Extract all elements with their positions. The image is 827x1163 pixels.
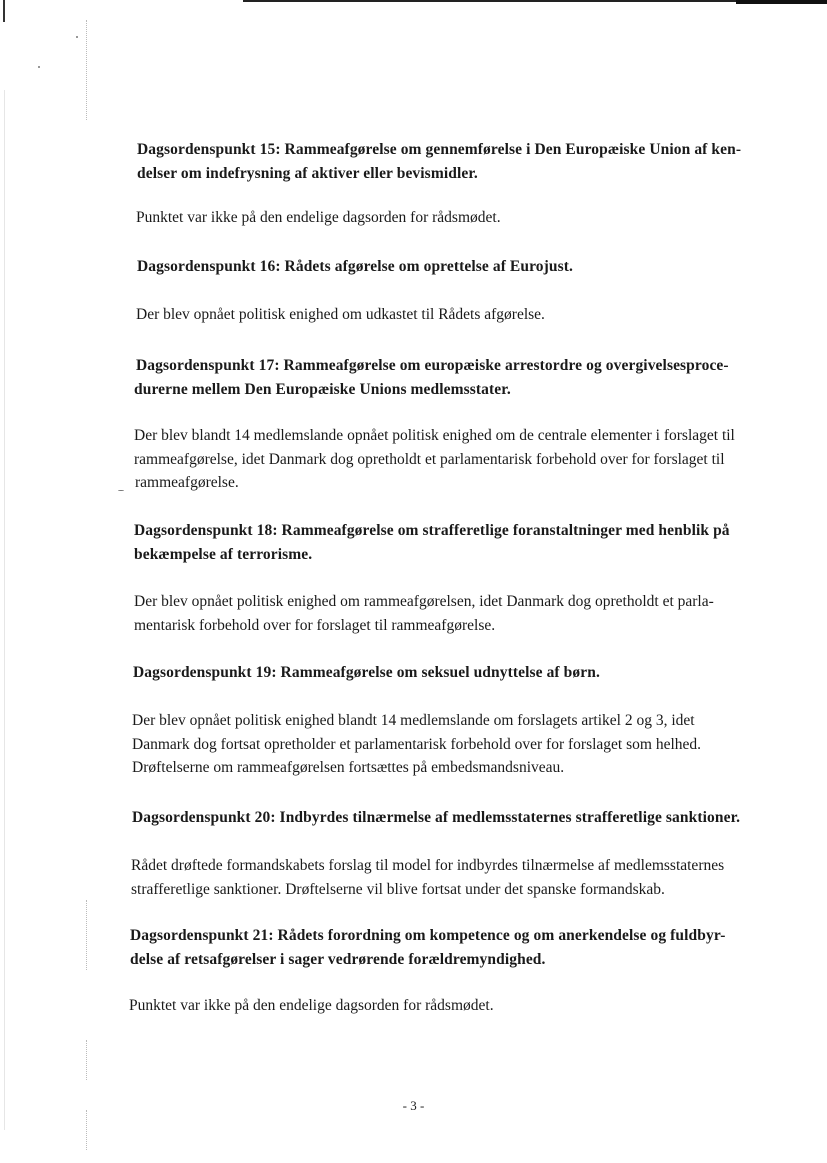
scan-dots <box>86 20 89 120</box>
section-body-line: Der blev opnået politisk enighed om udkastet til Rådets afgørelse. <box>136 306 545 323</box>
scan-left-mark <box>3 0 5 22</box>
section-body-line: rammeafgørelse. <box>135 474 239 491</box>
section-heading-line: Dagsordenspunkt 20: Indbyrdes tilnærmelse af medlemsstaternes strafferetlige sanktioner. <box>132 809 741 826</box>
scan-dots <box>86 900 89 970</box>
section-heading-line: bekæmpelse af terrorisme. <box>134 546 313 563</box>
section-heading-line: delse af retsafgørelser i sager vedrørende forældremyndighed. <box>130 951 546 968</box>
section-heading-line: Dagsordenspunkt 15: Rammeafgørelse om gennemførelse i Den Europæiske Union af ken- <box>137 141 742 158</box>
page-number: - 3 - <box>402 1098 425 1113</box>
section-body-line: Danmark dog fortsat opretholder et parlamentarisk forbehold over for forslaget som helhed. <box>132 735 702 753</box>
section-body-line: Punktet var ikke på den endelige dagsorden for rådsmødet. <box>136 209 501 226</box>
scan-speck <box>118 490 124 491</box>
section-body-line: mentarisk forbehold over for forslaget til rammeafgørelse. <box>134 616 496 634</box>
scan-left-edge <box>4 90 5 1130</box>
section-body-line: rammeafgørelse, idet Danmark dog opretholdt et parlamentarisk forbehold over for forslaget til <box>134 450 725 468</box>
section-heading-line: delser om indefrysning af aktiver eller bevismidler. <box>137 165 478 182</box>
scan-dots <box>86 1110 89 1150</box>
scan-speck <box>38 66 40 68</box>
scan-dots <box>86 1040 89 1080</box>
scan-edge-mark <box>736 0 827 4</box>
section-body-line: Der blev blandt 14 medlemslande opnået politisk enighed om de centrale elementer i forslaget til <box>134 427 735 444</box>
section-heading-line: Dagsordenspunkt 17: Rammeafgørelse om europæiske arrestordre og overgivelsesproce- <box>136 357 729 374</box>
section-body-line: strafferetlige sanktioner. Drøftelserne vil blive fortsat under det spanske formandskab. <box>131 880 665 898</box>
section-heading-line: Dagsordenspunkt 18: Rammeafgørelse om strafferetlige foranstaltninger med henblik på <box>134 522 730 539</box>
section-body-line: Rådet drøftede formandskabets forslag til model for indbyrdes tilnærmelse af medlemsstaternes <box>131 857 725 874</box>
section-heading-line: Dagsordenspunkt 19: Rammeafgørelse om seksuel udnyttelse af børn. <box>133 664 600 681</box>
section-heading-line: durerne mellem Den Europæiske Unions medlemsstater. <box>134 381 511 398</box>
section-body-line: Der blev opnået politisk enighed blandt 14 medlemslande om forslagets artikel 2 og 3, idet <box>132 712 695 729</box>
section-heading-line: Dagsordenspunkt 21: Rådets forordning om kompetence og om anerkendelse og fuldbyr- <box>130 927 726 944</box>
section-body-line: Punktet var ikke på den endelige dagsorden for rådsmødet. <box>129 997 494 1014</box>
section-body-line: Der blev opnået politisk enighed om rammeafgørelsen, idet Danmark dog opretholdt et parla- <box>134 593 714 610</box>
scan-speck <box>76 36 78 38</box>
section-body-line: Drøftelserne om rammeafgørelsen fortsættes på embedsmandsniveau. <box>132 759 565 776</box>
section-heading-line: Dagsordenspunkt 16: Rådets afgørelse om oprettelse af Eurojust. <box>137 258 573 275</box>
